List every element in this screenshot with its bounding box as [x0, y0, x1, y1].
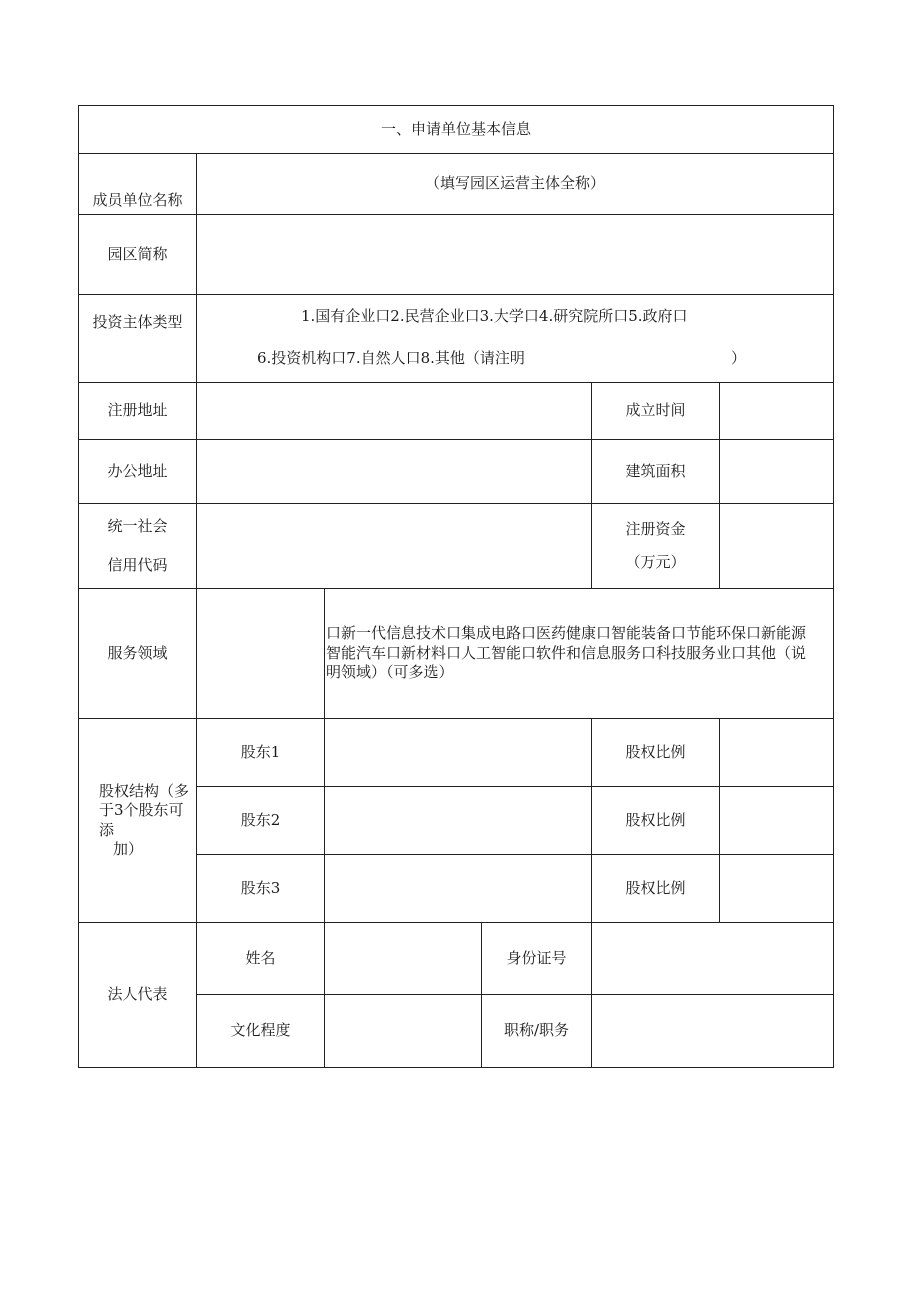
- shareholder-3-field[interactable]: [325, 855, 592, 923]
- service-field-options-line2: 智能汽车口新材料口人工智能口软件和信息服务口科技服务业口其他（说: [326, 643, 807, 662]
- credit-code-field[interactable]: [197, 504, 592, 589]
- equity-structure-label-cell: [79, 719, 197, 923]
- equity-structure-label-line2: 于3个股东可: [99, 801, 184, 819]
- section-title: [79, 106, 834, 154]
- legal-rep-title-field[interactable]: [592, 995, 834, 1068]
- legal-rep-education-field[interactable]: [325, 995, 482, 1068]
- shareholder-2-field[interactable]: [325, 787, 592, 855]
- shareholder-1-ratio-label-cell: [592, 719, 720, 787]
- investor-type-options[interactable]: [197, 295, 834, 383]
- shareholder-2-label: 股东2: [240, 810, 281, 829]
- building-area-label: 建筑面积: [625, 461, 686, 480]
- application-form-table: [78, 105, 834, 1068]
- registered-capital-label-line2: （万元）: [625, 553, 686, 571]
- office-address-field[interactable]: [197, 440, 592, 504]
- legal-rep-education-label: 文化程度: [230, 1021, 291, 1040]
- section-title-text: 一、申请单位基本信息: [381, 119, 532, 138]
- service-field-label-cell: [79, 589, 197, 719]
- equity-structure-label-line3: 添: [99, 820, 115, 839]
- investor-type-label-cell: [79, 295, 197, 383]
- shareholder-1-ratio-field[interactable]: [720, 719, 834, 787]
- founded-date-field[interactable]: [720, 383, 834, 440]
- service-field-blank-cell: [197, 589, 325, 719]
- registered-capital-label-cell: [592, 504, 720, 589]
- credit-code-label-line2: 信用代码: [107, 556, 168, 574]
- legal-rep-name-field[interactable]: [325, 923, 482, 995]
- founded-date-label: 成立时间: [625, 401, 686, 420]
- shareholder-3-ratio-field[interactable]: [720, 855, 834, 923]
- registered-address-label: 注册地址: [107, 401, 168, 420]
- investor-type-close-paren: ）: [730, 348, 746, 367]
- legal-rep-name-label-cell: [197, 923, 325, 995]
- legal-rep-title-label: 职称/职务: [503, 1021, 570, 1040]
- investor-type-label: 投资主体类型: [92, 313, 183, 331]
- shareholder-2-label-cell: [197, 787, 325, 855]
- service-field-label: 服务领域: [107, 643, 168, 662]
- equity-structure-label-line4: 加）: [113, 840, 144, 858]
- legal-rep-label: 法人代表: [107, 985, 168, 1004]
- office-address-label: 办公地址: [107, 461, 168, 480]
- service-field-options-line1: 口新一代信息技术口集成电路口医药健康口智能装备口节能环保口新能源: [326, 624, 807, 643]
- legal-rep-title-label-cell: [482, 995, 592, 1068]
- registered-address-label-cell: [79, 383, 197, 440]
- credit-code-label-line1: 统一社会: [107, 516, 168, 535]
- shareholder-2-ratio-field[interactable]: [720, 787, 834, 855]
- registered-capital-field[interactable]: [720, 504, 834, 589]
- legal-rep-name-label: 姓名: [245, 948, 276, 967]
- legal-rep-education-label-cell: [197, 995, 325, 1068]
- member-name-field[interactable]: [197, 154, 834, 215]
- shareholder-1-field[interactable]: [325, 719, 592, 787]
- shareholder-1-label: 股东1: [240, 742, 281, 761]
- shareholder-2-ratio-label-cell: [592, 787, 720, 855]
- investor-type-options-line1: 1.国有企业口2.民营企业口3.大学口4.研究院所口5.政府口: [301, 307, 688, 325]
- investor-type-options-line2: 6.投资机构口7.自然人口8.其他（请注明: [257, 348, 525, 367]
- park-short-name-label: 园区简称: [107, 244, 168, 263]
- shareholder-1-ratio-label: 股权比例: [625, 742, 686, 761]
- office-address-label-cell: [79, 440, 197, 504]
- shareholder-3-ratio-label: 股权比例: [625, 878, 686, 897]
- shareholder-2-ratio-label: 股权比例: [625, 810, 686, 829]
- registered-capital-label-line1: 注册资金: [625, 519, 686, 538]
- park-short-name-label-cell: [79, 215, 197, 295]
- shareholder-3-ratio-label-cell: [592, 855, 720, 923]
- building-area-field[interactable]: [720, 440, 834, 504]
- building-area-label-cell: [592, 440, 720, 504]
- member-name-label: 成员单位名称: [92, 190, 183, 209]
- shareholder-1-label-cell: [197, 719, 325, 787]
- legal-rep-id-field[interactable]: [592, 923, 834, 995]
- shareholder-3-label: 股东3: [240, 878, 281, 897]
- registered-address-field[interactable]: [197, 383, 592, 440]
- service-field-options[interactable]: [325, 589, 834, 719]
- legal-rep-label-cell: [79, 923, 197, 1068]
- equity-structure-label-line1: 股权结构（多: [99, 781, 190, 800]
- founded-date-label-cell: [592, 383, 720, 440]
- legal-rep-id-label-cell: [482, 923, 592, 995]
- member-name-hint: （填写园区运营主体全称）: [425, 174, 606, 192]
- legal-rep-id-label: 身份证号: [506, 948, 567, 967]
- investor-type-options-line2-wrap: [197, 349, 833, 369]
- park-short-name-field[interactable]: [197, 215, 834, 295]
- member-name-label-cell: [79, 154, 197, 215]
- credit-code-label-cell: [79, 504, 197, 589]
- shareholder-3-label-cell: [197, 855, 325, 923]
- service-field-options-line3: 明领域）（可多选）: [326, 663, 454, 682]
